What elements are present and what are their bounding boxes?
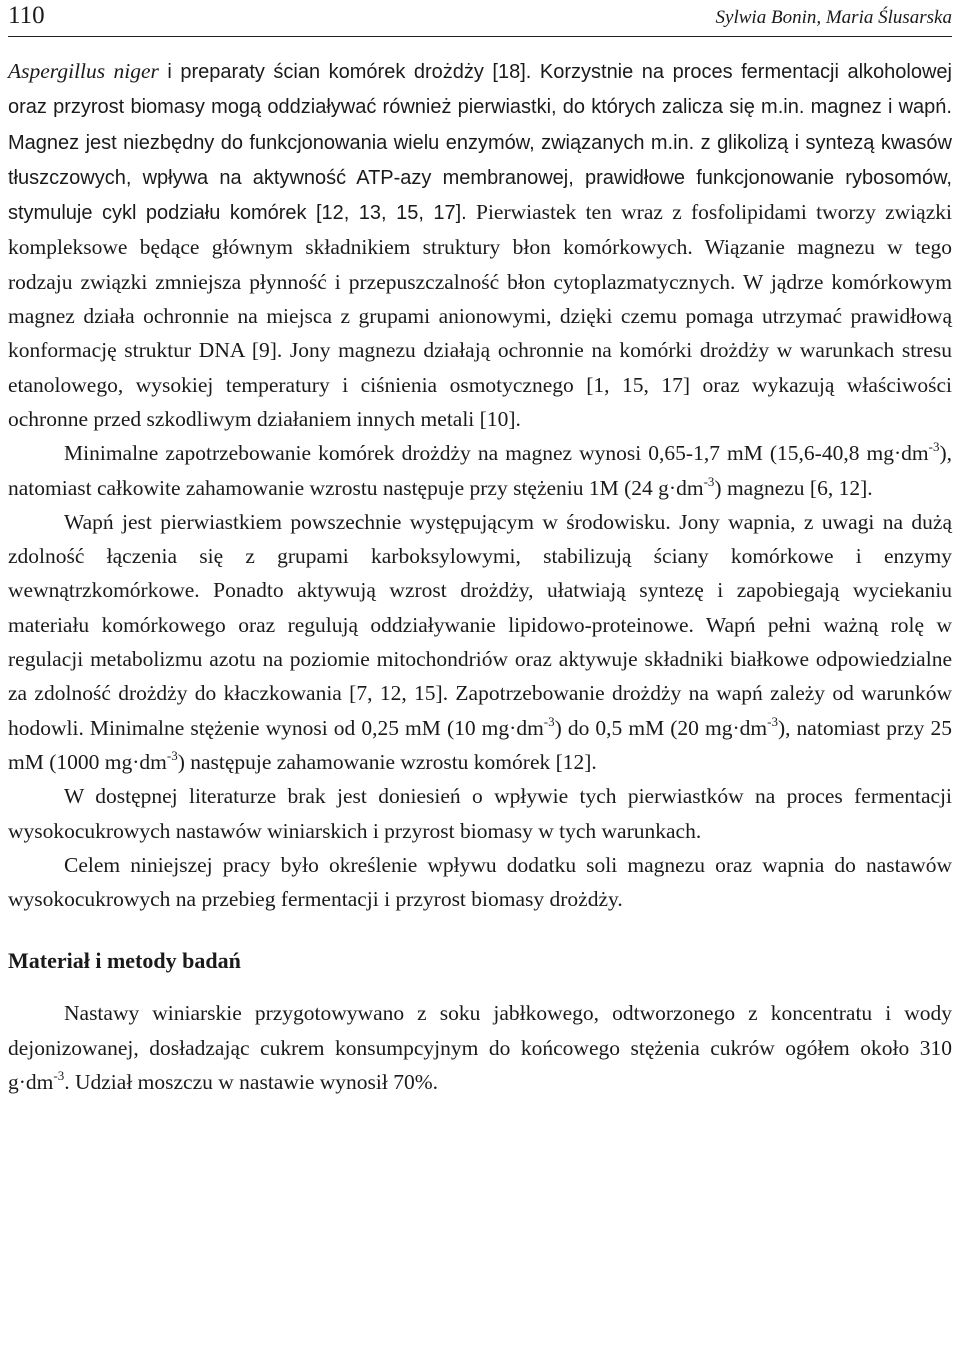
paragraph-intro-magnesium <box>8 54 952 436</box>
running-header <box>8 0 952 37</box>
page <box>8 0 952 1099</box>
superscript: -3 <box>928 439 940 455</box>
paragraph-aim: Celem niniejszej pracy było określenie wpływu dodatku soli magnezu oraz wapnia do nastawów wysokocukrowych na przebieg fermentacji i przyrost biomasy drożdży. <box>8 852 952 912</box>
superscript: -3 <box>703 473 715 489</box>
paragraph-text: Pierwiastek ten wraz z fosfolipidami tworzy związki kompleksowe będące głównym składnikiem struktury błon komórkowych. Wiązanie magnezu w tego rodzaju związki zmniejsza płynność i przepuszczalność błon cytoplazmatycznych. W jądrze komórkowym magnez działa ochronnie na miejsca z grupami anionowymi, dzięki czemu pomaga utrzymać prawidłową konformację struktur DNA [9]. Jony magnezu działają ochronnie na komórki drożdży w warunkach stresu etanolowego, wysokiej temperatury i ciśnienia osmotycznego [1, 15, 17] oraz wykazują właściwości ochronne przed szkodliwym działaniem innych metali [10]. <box>8 200 952 431</box>
paragraph-text: ) następuje zahamowanie wzrostu komórek [12]. <box>177 749 597 774</box>
superscript: -3 <box>53 1068 65 1084</box>
paragraph-text: Minimalne zapotrzebowanie komórek drożdży na magnez wynosi 0,65-1,7 mM (15,6-40,8 mg·dm <box>64 441 929 466</box>
paragraph-text: Wapń jest pierwiastkiem powszechnie występującym w środowisku. Jony wapnia, z uwagi na dużą zdolność łączenia się z grupami karboksylowymi, stabilizują ściany komórkowe i enzymy wewnątrzkomórkowe. Ponadto aktywują wzrost drożdży, ułatwiają syntezę i zapobiegają wyciekaniu materiału komórkowego oraz regulują oddziaływanie lipidowo-proteinowe. Wapń pełni ważną rolę w regulacji metabolizmu azotu na poziomie mitochondriów oraz aktywuje składniki białkowe odpowiedzialne za zdolność drożdży do kłaczkowania [7, 12, 15]. Zapotrzebowanie drożdży na wapń zależy od warunków hodowli. Minimalne stężenie wynosi od 0,25 mM (10 mg·dm <box>8 509 952 740</box>
section-heading-methods: Materiał i metody badań <box>8 948 241 974</box>
paragraph-text: i preparaty ścian komórek drożdży [18]. Korzystnie na proces fermentacji alkoholowej oraz przyrost biomasy mogą oddziaływać również pierwiastki, do których zalicza się m.in. magnez i wapń. Magnez jest niezbędny do funkcjonowania wielu enzymów, związanych m.in. z glikolizą i syntezą kwasów tłuszczowych, wpływa na aktywność ATP-azy membranowej, prawidłowe funkcjonowanie rybosomów, stymuluje cykl podziału komórek [12, 13, 15, 17]. <box>8 61 952 225</box>
page-number: 110 <box>8 2 45 29</box>
paragraph-text: ) magnezu [6, 12]. <box>714 475 873 500</box>
paragraph-text: ) do 0,5 mM (20 mg·dm <box>554 715 768 740</box>
running-head-authors: Sylwia Bonin, Maria Ślusarska <box>715 7 952 28</box>
species-name: Aspergillus niger <box>8 59 159 83</box>
superscript: -3 <box>543 713 555 729</box>
paragraph-literature-gap: W dostępnej literaturze brak jest doniesień o wpływie tych pierwiastków na proces fermentacji wysokocukrowych nastawów winiarskich i przyrost biomasy w tych warunkach. <box>8 784 952 843</box>
paragraph-magnesium-requirement <box>8 436 952 505</box>
body-text <box>8 54 952 1099</box>
paragraph-text: Nastawy winiarskie przygotowywano z soku jabłkowego, odtworzonego z koncentratu i wody dejonizowanej, dosładzając cukrem konsumpcyjnym do końcowego stężenia cukrów ogółem około 310 g·dm <box>8 1001 952 1095</box>
superscript: -3 <box>767 713 778 729</box>
superscript: -3 <box>166 747 178 763</box>
paragraph-text: ), natomiast przy 25 mM (1000 mg·dm <box>8 715 952 774</box>
paragraph-calcium <box>8 505 952 779</box>
paragraph-methods <box>8 996 952 1099</box>
paragraph-text: ), natomiast całkowite zahamowanie wzrostu następuje przy stężeniu 1M (24 g·dm <box>8 441 952 500</box>
paragraph-text: . Udział moszczu w nastawie wynosił 70%. <box>64 1070 439 1095</box>
